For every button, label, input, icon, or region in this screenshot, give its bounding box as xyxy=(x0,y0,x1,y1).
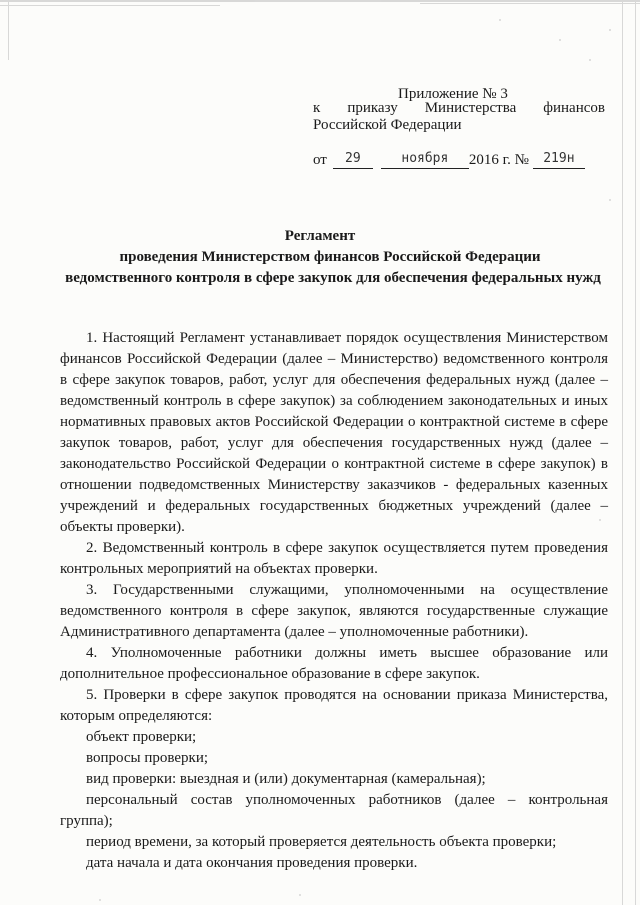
list-item: объект проверки; xyxy=(86,729,197,745)
list-item: вопросы проверки; xyxy=(86,750,209,766)
date-prefix: от xyxy=(313,152,327,168)
appendix-title: Приложение № 3 xyxy=(398,86,508,102)
to-order-word-3: Министерства xyxy=(424,100,517,116)
list-item: дата начала и дата окончания проведения проверки. xyxy=(86,855,418,871)
ministry-name: Российской Федерации xyxy=(313,117,462,133)
order-year: 2016 г. № xyxy=(468,152,529,168)
document-subtitle-line-1: проведения Министерством финансов Российской Федерации xyxy=(119,249,541,265)
list-item: персональный состав уполномоченных работников (далее – контрольная группа); xyxy=(60,792,608,829)
order-date-line xyxy=(313,151,585,169)
paragraph-2: 2. Ведомственный контроль в сфере закупок осуществляется путем проведения контрольных мероприятий на объектах проверки. xyxy=(60,540,608,577)
paragraph-3: 3. Государственными служащими, уполномоченными на осуществление ведомственного контроля в сфере закупок, являются государственные служащие Административного департамента (далее – уполномоченные работники). xyxy=(60,582,608,640)
document-body xyxy=(60,328,608,874)
to-order-word-4: финансов xyxy=(543,100,605,116)
paragraph-5: 5. Проверки в сфере закупок проводятся на основании приказа Министерства, которым определяются: xyxy=(60,687,608,724)
document-title: Регламент xyxy=(284,228,356,244)
to-order-word-1: к xyxy=(313,100,321,116)
to-order-word-2: приказу xyxy=(347,100,398,116)
to-order-line xyxy=(313,100,605,117)
paragraph-4: 4. Уполномоченные работники должны иметь высшее образование или дополнительное профессиональное образование в сфере закупок. xyxy=(60,645,608,682)
paragraph-1: 1. Настоящий Регламент устанавливает порядок осуществления Министерством финансов Российской Федерации (далее – Министерство) ведомственного контроля в сфере закупок товаров, работ, услуг для обеспечения федеральных нужд (далее – ведомственный контроль в сфере закупок) за соблюдением законодательных и иных нормативных правовых актов Российской Федерации о контрактной системе в сфере закупок товаров, работ, услуг для обеспечения государственных нужд (далее – законодательство Российской Федерации о контрактной системе в сфере закупок) в отношении подведомственных Министерству заказчиков - федеральных казенных учреждений и федеральных государственных бюджетных учреждений (далее – объекты проверки). xyxy=(60,330,608,535)
list-item: период времени, за который проверяется деятельность объекта проверки; xyxy=(86,834,557,850)
order-day: 29 xyxy=(333,151,373,169)
order-number: 219н xyxy=(533,151,585,169)
order-month: ноября xyxy=(381,151,469,169)
list-item: вид проверки: выездная и (или) документарная (камеральная); xyxy=(86,771,486,787)
document-subtitle-line-2: ведомственного контроля в сфере закупок для обеспечения федеральных нужд xyxy=(65,270,601,286)
